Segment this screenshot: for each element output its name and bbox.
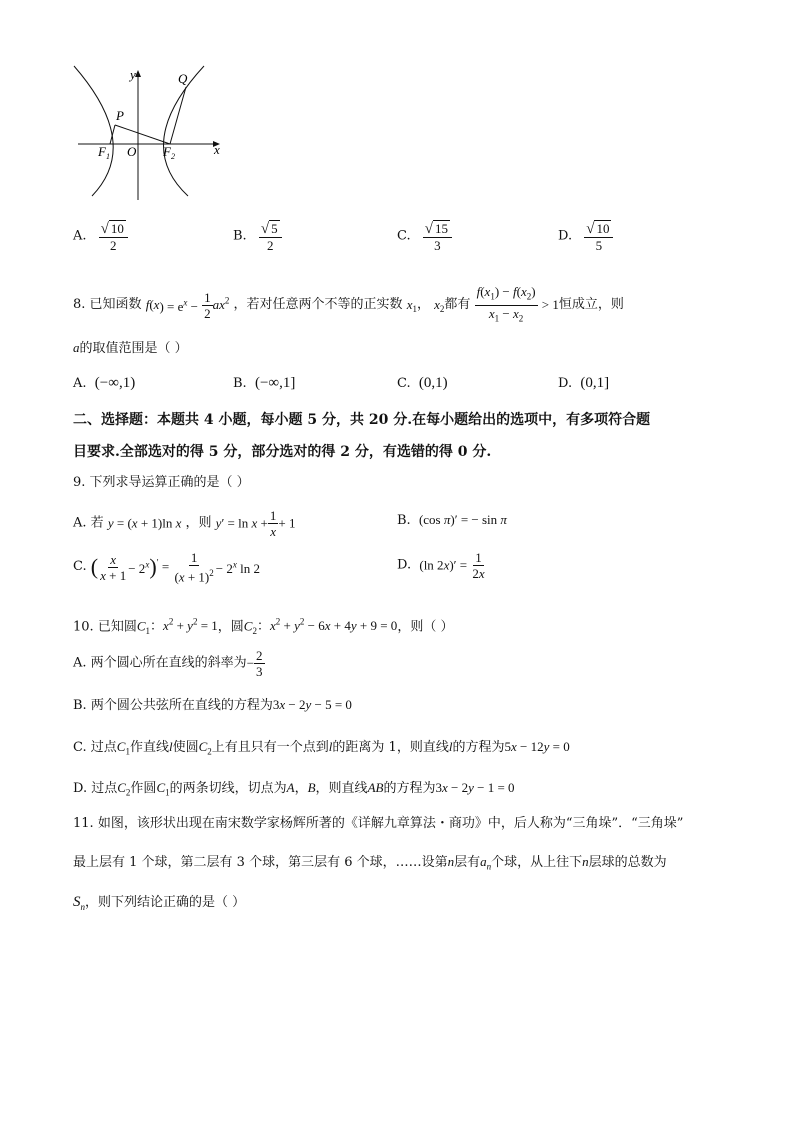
q9-stem [73, 475, 250, 491]
q10-d-text3: 的两条切线，切点为 [169, 781, 287, 796]
q10-option-c-letter: C. [73, 740, 87, 755]
q8-line2-text: 的取值范围是（ ） [79, 341, 188, 356]
q10-b-text: 两个圆公共弦所在直线的方程为 [90, 698, 273, 713]
q9-option-a[interactable]: A. 若 y = (x + 1)ln x ，则 y′ = ln x + $\frac{1}{x}$ + 1 [73, 508, 296, 539]
q11-line1 [73, 816, 683, 832]
q8-text-e: 恒成立，则 [558, 297, 624, 313]
section2-heading-line1: 二、选择题：本题共 4 小题，每小题 5 分，共 20 分.在每小题给出的选项中，有多项符合题 [73, 412, 651, 428]
q10-option-b-letter: B. [73, 698, 87, 713]
q10-number: 10. [73, 619, 94, 635]
label-f1-sub: 1 [106, 152, 110, 161]
q11-line3: $S_n$，则下列结论正确的是（ ） [73, 894, 246, 912]
q7-d-den: 5 [595, 238, 603, 253]
q10-stem: 10. 已知圆$C_1$：$x^2 + y^2 = 1$，圆$C_2$：$x^2 + y^2 - 6x + 4y + 9 = 0$，则（ ） [73, 617, 454, 636]
q9-option-a-letter: A. [73, 515, 87, 531]
q9-option-b-letter: B. [397, 513, 411, 528]
q8-text-d: 都有 [444, 297, 471, 313]
q11-line2c: 个球，从上往下 [491, 855, 583, 870]
q8-text-c: ， [416, 297, 430, 313]
q9-a-text1: 若 [90, 515, 104, 531]
q7-a-den: 2 [110, 238, 117, 253]
q8-option-c-value: (0,1) [418, 375, 448, 391]
hyperbola-figure [70, 62, 230, 202]
q8-option-a-value: (−∞,1) [94, 375, 136, 391]
q10-c-text4: 上有且只有一个点到 [211, 740, 329, 755]
q8-option-d-value: (0,1] [580, 375, 610, 391]
q10-d-text4: ， [294, 781, 308, 796]
q10-option-a[interactable]: A. 两个圆心所在直线的斜率为− $\frac{2}{3}$ [73, 648, 263, 679]
q10-d-text6: 的方程为 [383, 781, 436, 796]
label-f2: F [163, 144, 171, 159]
q11-line1-text: 如图，该形状出现在南宋数学家杨辉所著的《详解九章算法・商功》中，后人称为“三角垛”．“三角垛” [97, 816, 684, 831]
q8-number: 8. [73, 297, 86, 313]
q9-option-b[interactable]: B. (cos π)′ = − sin π [397, 512, 507, 528]
q7-b-den: 2 [266, 238, 274, 253]
q10-a-text: 两个圆心所在直线的斜率为 [90, 655, 247, 671]
q7-option-c-letter: C. [397, 228, 411, 244]
q7-option-a-letter: A. [73, 228, 87, 244]
q7-b-num: 5 [271, 221, 278, 236]
q7-option-d-letter: D. [558, 228, 573, 244]
q8-option-b[interactable] [233, 375, 295, 392]
q10-option-a-letter: A. [73, 655, 87, 671]
q10-c-text3: 使圆 [172, 740, 199, 755]
q10-stem-c: ，则（ ） [397, 619, 454, 635]
label-p: P [116, 108, 124, 123]
q10-d-text2: 作圆 [130, 781, 157, 796]
q10-stem-b: ，圆 [217, 619, 244, 635]
label-q: Q [178, 71, 188, 86]
q7-a-num: 10 [110, 221, 124, 236]
q10-c-text6: 的方程为 [452, 740, 505, 755]
q10-c-text1: 过点 [90, 740, 117, 755]
q11-number: 11. [73, 816, 94, 831]
label-x: x [214, 142, 220, 157]
q10-option-d[interactable]: D. 过点$C_2$作圆$C_1$的两条切线，切点为A，B，则直线AB的方程为3x − 2y − 1 = 0 [73, 780, 515, 798]
q7-option-b[interactable]: B. $\frac{√ 5}{2}$ [233, 220, 282, 253]
q7-option-b-letter: B. [233, 228, 247, 244]
q7-option-c[interactable]: C. $\frac{√ 15}{3}$ [397, 220, 452, 253]
q10-d-text1: 过点 [91, 781, 118, 796]
q10-stem-a: 已知圆 [97, 619, 137, 635]
q9-stem-text: 下列求导运算正确的是（ ） [89, 475, 250, 490]
q10-d-text5: ，则直线 [315, 781, 368, 796]
q10-option-c[interactable]: C. 过点$C_1$作直线l使圆$C_2$上有且只有一个点到l的距离为 1，则直线l的方程为5x − 12y = 0 [73, 739, 570, 757]
q7-c-den: 3 [434, 238, 441, 253]
label-y: y [130, 67, 136, 82]
q8-option-c[interactable] [397, 375, 448, 392]
q8-text-a: 已知函数 [89, 297, 142, 313]
q8-line2: a的取值范围是（ ） [73, 340, 188, 356]
q11-line3-text: ，则下列结论正确的是（ ） [85, 895, 246, 910]
q8-text-b: ，若对任意两个不等的正实数 [233, 297, 403, 313]
q10-c-text2: 作直线 [129, 740, 169, 755]
q10-c-text5: 的距离为 1，则直线 [332, 740, 449, 755]
q9-option-c-letter: C. [73, 559, 87, 575]
q9-option-d[interactable]: D. (ln 2x)′ = $\frac{1}{2x}$ [397, 550, 485, 581]
q10-option-d-letter: D. [73, 781, 88, 796]
label-o: O [127, 144, 137, 159]
label-f1: F [98, 144, 106, 159]
q8-option-d[interactable] [558, 375, 609, 392]
q9-option-d-letter: D. [397, 557, 412, 573]
q9-option-c[interactable]: C. ( $\frac{x}{x + 1}$ − $2^x)'$ = $\frac{1}{(x + 1)^2}$ − $2^x$ ln 2 [73, 550, 260, 585]
q9-a-text2: ，则 [185, 515, 212, 531]
q8-option-d-letter: D. [558, 376, 573, 391]
q11-line2: 最上层有 1 个球，第二层有 3 个球，第三层有 6 个球，……设第n层有$a_n$个球，从上往下n层球的总数为 [73, 854, 667, 872]
q8-option-a-letter: A. [73, 376, 87, 391]
q7-d-num: 10 [596, 221, 610, 236]
label-f2-sub: 2 [171, 152, 175, 161]
q8-option-b-letter: B. [233, 376, 247, 391]
q11-line2a: 最上层有 1 个球，第二层有 3 个球，第三层有 6 个球，……设第 [73, 855, 448, 870]
q8-stem: 8. 已知函数 $f(x) = e^x$ − $\frac{1}{2}$ $ax^2$ ，若对任意两个不等的正实数 $x_1$， $x_2$都有 $\frac{f(x_1) - f(x_2)}{x_1 - x_2}$ > 1恒成立，则 [73, 284, 624, 324]
q7-option-d[interactable]: D. $\frac{√ 10}{5}$ [558, 220, 613, 253]
q9-number: 9. [73, 475, 86, 490]
q8-option-a[interactable] [73, 375, 135, 392]
q8-option-b-value: (−∞,1] [254, 375, 296, 391]
q7-option-a[interactable]: A. $\frac{√ 10}{2}$ [73, 220, 128, 253]
q11-line2d: 层球的总数为 [588, 855, 667, 870]
q10-option-b[interactable]: B. 两个圆公共弦所在直线的方程为3x − 2y − 5 = 0 [73, 697, 352, 713]
q7-c-num: 15 [435, 221, 448, 236]
q8-option-c-letter: C. [397, 376, 411, 391]
q11-line2b: 层有 [454, 855, 481, 870]
section2-heading-line2: 目要求.全部选对的得 5 分，部分选对的得 2 分，有选错的得 0 分. [73, 444, 492, 460]
